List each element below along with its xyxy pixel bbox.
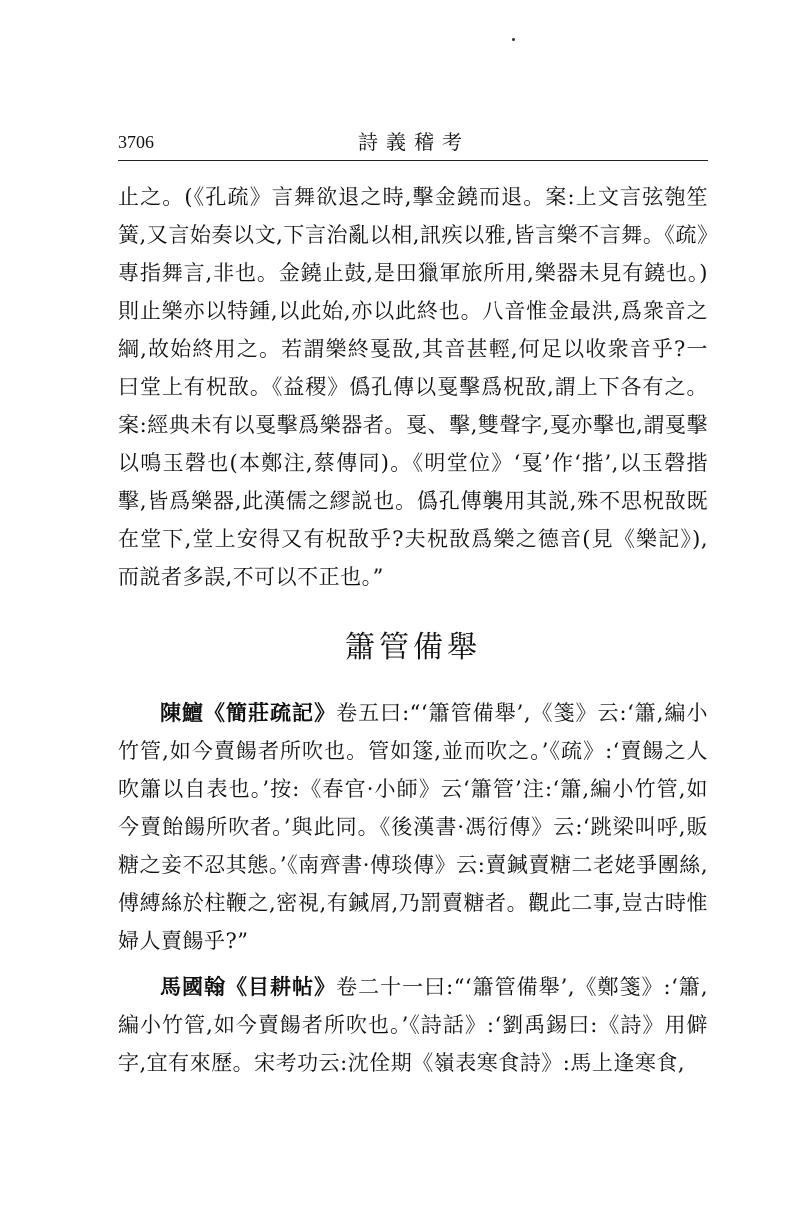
page-header <box>118 130 708 160</box>
header-rule <box>118 160 708 161</box>
entry-author: 陳鱣《簡莊疏記》 <box>160 701 337 725</box>
paragraph-gap <box>118 960 708 968</box>
entry-text: 卷二十一曰:“‘簫管備舉’,《鄭箋》:‘簫,編小竹管,如今賣餳者所吹也。’《詩話》:‘劉禹錫曰:《詩》用僻字,宜有來歷。宋考功云:沈佺期《嶺表寒食詩》:馬上逢寒食, <box>118 975 708 1075</box>
scan-speck <box>512 38 515 41</box>
entry-chen-zhan <box>118 694 708 960</box>
page-number: 3706 <box>118 132 154 152</box>
entry-text: 卷五曰:“‘簫管備舉’,《箋》云:‘簫,編小竹管,如今賣餳者所吹也。管如篴,並而吹之。’《疏》:‘賣餳之人吹簫以自表也。’按:《春官·小師》云‘簫管’注:‘簫,編小竹管,如今賣飴餳所吹者。’與此同。《後漢書·馮衍傳》云:‘跳梁叫呼,販糖之妾不忍其態。’《南齊書·傅琰傳》云:賣鍼賣糖二老姥爭團絲,傅縛絲於柱鞭之,密視,有鍼屑,乃罰賣糖者。觀此二事,豈古時惟婦人賣餳乎?” <box>118 701 708 953</box>
section-title: 簫管備舉 <box>345 630 481 665</box>
entry-ma-guohan <box>118 968 708 1082</box>
running-title: 詩義稽考 <box>358 130 470 154</box>
entry-author: 馬國翰《目耕帖》 <box>160 975 337 999</box>
page-body <box>118 178 708 1082</box>
paragraph-continued: 止之。(《孔疏》言舞欲退之時,擊金鐃而退。案:上文言弦匏笙簧,又言始奏以文,下言治亂以相,訊疾以雅,皆言樂不言舞。《疏》專指舞言,非也。金鐃止鼓,是田獵軍旅所用,樂器未見有鐃也。)則止樂亦以特鍾,以此始,亦以此終也。八音惟金最洪,爲衆音之綱,故始終用之。若謂樂終戛敔,其音甚輕,何足以收衆音乎?一曰堂上有柷敔。《益稷》僞孔傳以戛擊爲柷敔,謂上下各有之。案:經典未有以戛擊爲樂器者。戛、擊,雙聲字,戛亦擊也,謂戛擊以鳴玉磬也(本鄭注,蔡傳同)。《明堂位》‘戛’作‘揩’,以玉磬揩擊,皆爲樂器,此漢儒之繆説也。僞孔傳襲用其説,殊不思柷敔既在堂下,堂上安得又有柷敔乎?夫柷敔爲樂之德音(見《樂記》),而説者多誤,不可以不正也。” <box>118 185 708 589</box>
